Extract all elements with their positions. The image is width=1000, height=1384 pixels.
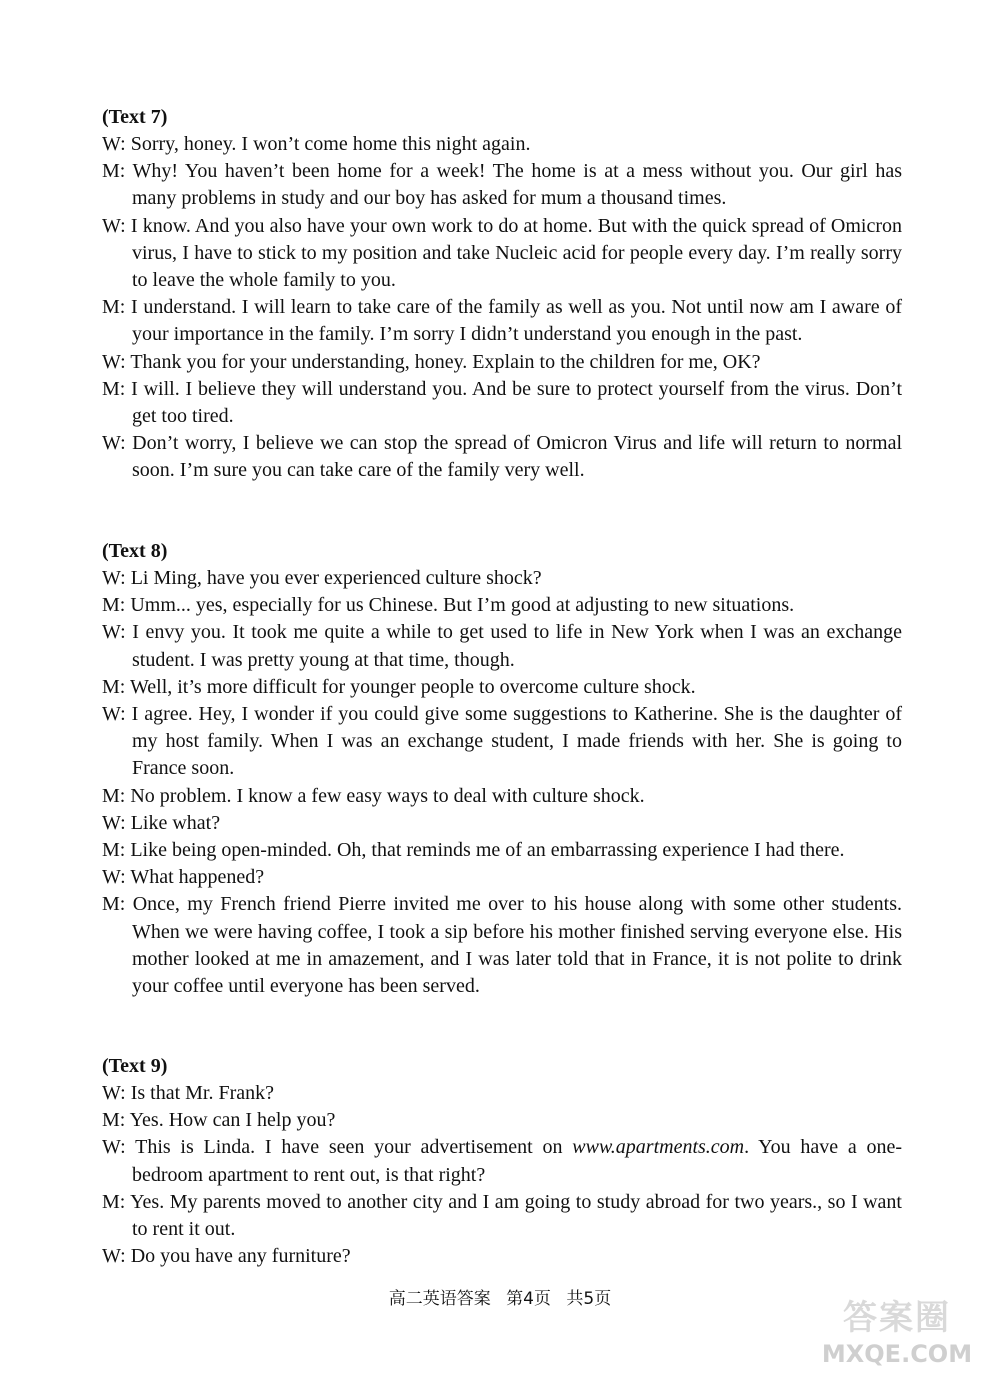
speaker-label: W: (102, 567, 126, 589)
text-9-heading: (Text 9) (102, 1055, 168, 1077)
speaker-label: M: (102, 675, 126, 698)
dialogue-text: Why! You haven’t been home for a week! The home is at a mess without you. Our girl has many problems in study and our boy has asked for mum a thousand times. (132, 160, 903, 210)
dialogue-line (102, 619, 902, 673)
dialogue-line (102, 592, 902, 619)
speaker-label: W: (102, 1082, 126, 1104)
dialogue-line (102, 1080, 902, 1107)
dialogue-text: Li Ming, have you ever experienced culture shock? (130, 567, 542, 589)
dialogue-line (102, 701, 902, 783)
text-8-heading: (Text 8) (102, 540, 168, 562)
dialogue-text: Sorry, honey. I won’t come home this night again. (130, 133, 531, 155)
dialogue-text: Well, it’s more difficult for younger people to overcome culture shock. (129, 675, 696, 698)
dialogue-text: Is that Mr. Frank? (130, 1082, 275, 1104)
dialogue-line (102, 158, 902, 212)
text-9-section (102, 1053, 902, 1270)
dialogue-line (102, 131, 902, 158)
speaker-label: W: (102, 350, 126, 373)
dialogue-text: Once, my French friend Pierre invited me over to his house along with some other students. When we were having coffee, I took a sip before his mother finished serving everyone else. His mother looked at me in amazement, and I was later told that in France, it is not polite to drink your coffee until everyone has been served. (132, 893, 903, 998)
dialogue-line (102, 891, 902, 1000)
website-url: www.apartments.com (572, 1136, 745, 1159)
dialogue-line (102, 1107, 902, 1134)
dialogue-line (102, 674, 902, 701)
dialogue-text: Yes. How can I help you? (129, 1109, 336, 1132)
speaker-label: M: (102, 160, 126, 183)
dialogue-text: Like what? (130, 811, 221, 834)
dialogue-line (102, 1243, 902, 1270)
speaker-label: W: (102, 1136, 126, 1159)
footer-subject: 高二英语答案 (388, 1289, 491, 1309)
dialogue-text: I understand. I will learn to take care of the family as well as you. Not until now am I aware of your importance in the family. I’m sorry I didn’t understand you enough in the past. (131, 296, 902, 346)
speaker-label: W: (102, 432, 126, 455)
speaker-label: W: (102, 133, 126, 155)
dialogue-line (102, 213, 902, 295)
dialogue-line (102, 1134, 902, 1188)
speaker-label: M: (102, 296, 126, 319)
dialogue-text: What happened? (130, 866, 265, 889)
footer-total-pages: 共5页 (566, 1289, 612, 1309)
speaker-label: M: (102, 377, 126, 400)
dialogue-text: Do you have any furniture? (130, 1245, 351, 1268)
speaker-label: W: (102, 866, 126, 889)
watermark-site: MXQE.COM (821, 1340, 973, 1368)
dialogue-text: I agree. Hey, I wonder if you could give some suggestions to Katherine. She is the daughter of my host family. When I was an exchange student, I made friends with her. She is going to France soon. (131, 703, 903, 780)
dialogue-line (102, 864, 902, 891)
text-8-section (102, 538, 902, 1000)
dialogue-line (102, 1189, 902, 1243)
dialogue-line (102, 783, 902, 810)
dialogue-line (102, 837, 902, 864)
dialogue-line (102, 294, 902, 348)
dialogue-text: This is Linda. I have seen your advertisement on (135, 1136, 563, 1159)
dialogue-text: Thank you for your understanding, honey. Explain to the children for me, OK? (130, 350, 761, 373)
dialogue-line (102, 376, 902, 430)
dialogue-text: Like being open-minded. Oh, that reminds me of an embarrassing experience I had there. (130, 839, 845, 862)
dialogue-text: I will. I believe they will understand you. And be sure to protect yourself from the virus. Don’t get too tired. (131, 377, 903, 428)
text-7-heading: (Text 7) (102, 106, 168, 128)
dialogue-text: I know. And you also have your own work to do at home. But with the quick spread of Omicron virus, I have to stick to my position and take Nucleic acid for people every day. I’m really sorry to leave the whole family to you. (130, 214, 902, 292)
speaker-label: M: (102, 839, 126, 862)
watermark-logo (812, 1296, 982, 1376)
watermark-title: 答案圈 (843, 1298, 951, 1338)
speaker-label: W: (102, 1245, 126, 1268)
text-7-section (102, 104, 902, 485)
dialogue-text: No problem. I know a few easy ways to deal with culture shock. (130, 784, 645, 807)
speaker-label: M: (102, 893, 126, 916)
speaker-label: M: (102, 1190, 126, 1213)
dialogue-line (102, 430, 902, 484)
speaker-label: M: (102, 594, 126, 617)
dialogue-line (102, 810, 902, 837)
speaker-label: W: (102, 214, 126, 237)
dialogue-line (102, 349, 902, 376)
dialogue-line (102, 565, 902, 592)
speaker-label: W: (102, 703, 126, 726)
dialogue-text: I envy you. It took me quite a while to get used to life in New York when I was an exchange student. I was pretty young at that time, though. (132, 621, 902, 671)
speaker-label: W: (102, 811, 126, 834)
speaker-label: M: (102, 784, 126, 807)
dialogue-text: Umm... yes, especially for us Chinese. But I’m good at adjusting to new situations. (130, 594, 795, 617)
speaker-label: M: (102, 1109, 126, 1132)
dialogue-text: Don’t worry, I believe we can stop the spread of Omicron Virus and life will return to normal soon. I’m sure you can take care of the family very well. (132, 432, 902, 482)
speaker-label: W: (102, 621, 126, 644)
dialogue-text: Yes. My parents moved to another city and I am going to study abroad for two years., so I want to rent it out. (130, 1190, 902, 1241)
footer-page-number: 第4页 (506, 1289, 551, 1309)
dialogue-text-continued: . You have a one-bedroom apartment to rent out, is that right? (132, 1136, 903, 1186)
